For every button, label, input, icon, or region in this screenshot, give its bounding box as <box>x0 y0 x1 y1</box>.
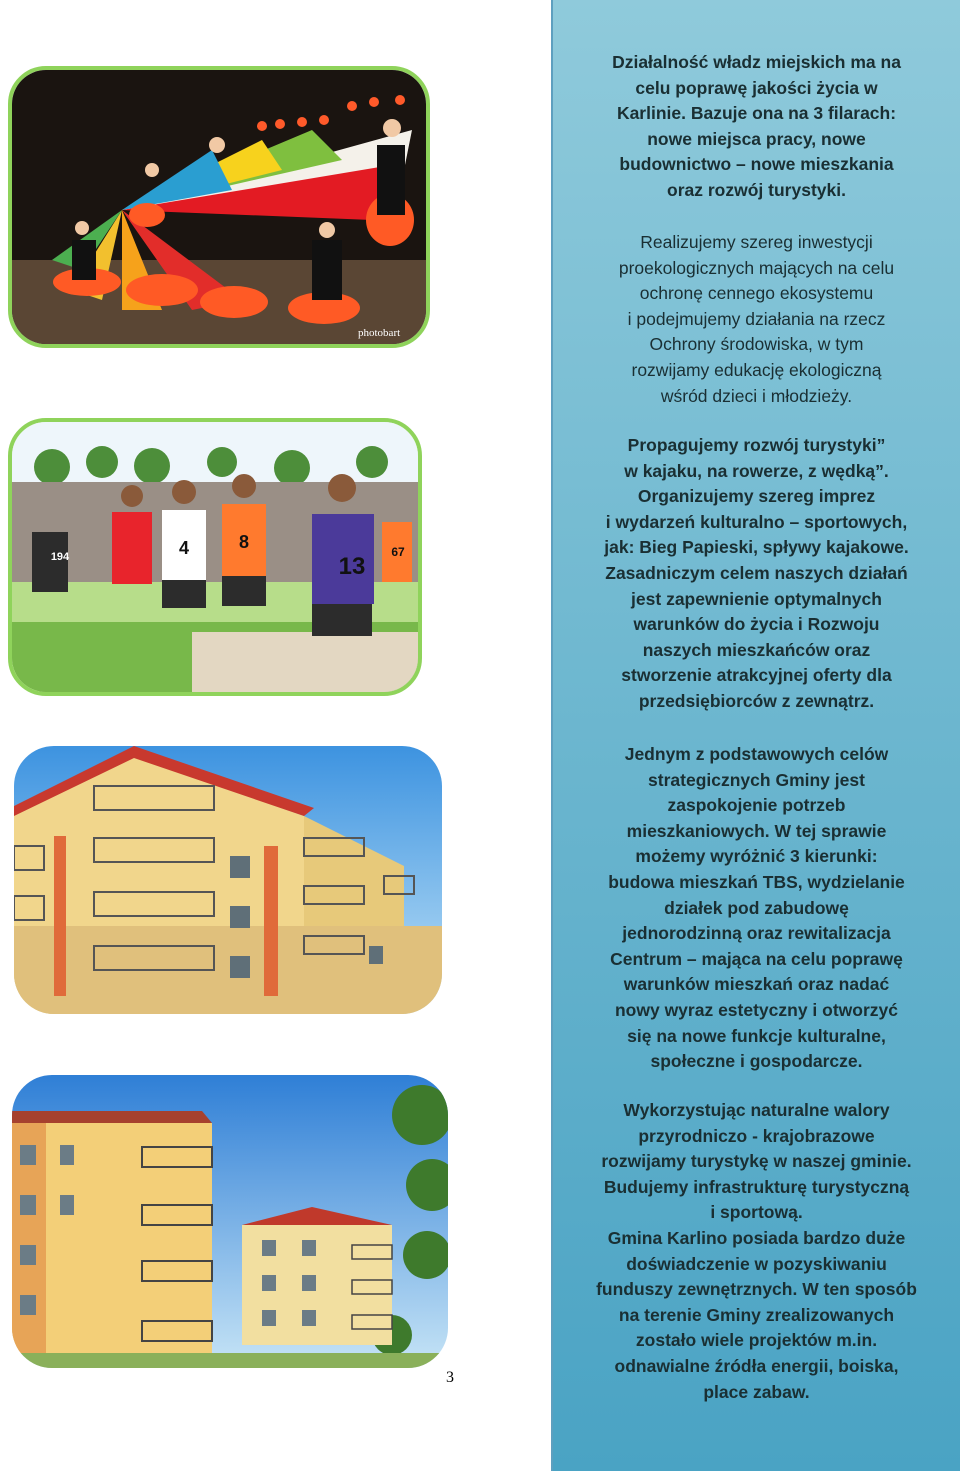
apartment-building-photo <box>14 746 442 1014</box>
intro-paragraph: Działalność władz miejskich ma na celu poprawę jakości życia w Karlinie. Bazuje ona na 3 filarach: nowe miejsca pracy, nowe budownictwo – nowe mieszkania oraz rozwój turystyki. <box>612 52 901 200</box>
svg-text:4: 4 <box>178 538 190 558</box>
svg-text:194: 194 <box>50 551 70 563</box>
dance-photo <box>8 66 430 348</box>
new-apartments-photo <box>12 1075 448 1368</box>
tourism-events-paragraph: Propagujemy rozwój turystyki” w kajaku, na rowerze, z wędką”. Organizujemy szereg imprez i wydarzeń kulturalno – sportowych, jak: Bieg Papieski, spływy kajakowe. Zasadniczym celem naszych działań jest zapewnienie optymalnych warunków do życia i Rozwoju naszych mieszkańców oraz stworzenie atrakcyjnej oferty dla przedsiębiorców z zewnątrz. <box>604 435 909 711</box>
ecology-paragraph: Realizujemy szereg inwestycji proekologicznych mających na celu ochronę cennego ekosystemu i podejmujemy działania na rzecz Ochrony środowiska, w tym rozwijamy edukację ekologiczną wśród dzieci i młodzieży. <box>618 232 895 406</box>
page-number: 3 <box>446 1369 454 1386</box>
svg-text:67: 67 <box>391 545 405 559</box>
photo-watermark: photobart <box>358 327 401 339</box>
funding-paragraph: Wykorzystując naturalne walory przyrodniczo - krajobrazowe rozwijamy turystykę w naszej gminie. Budujemy infrastrukturę turystyczną i sportową. Gmina Karlino posiada bardzo duże doświadczenie w pozyskiwaniu funduszy zewnętrznych. W ten sposób na terenie Gminy zrealizowanych zostało wiele projektów m.in. odnawialne źródła energii, boiska, place zabaw. <box>596 1100 917 1402</box>
svg-text:13: 13 <box>338 553 366 580</box>
housing-paragraph: Jednym z podstawowych celów strategicznych Gminy jest zaspokojenie potrzeb mieszkaniowych. W tej sprawie możemy wyróżnić 3 kierunki: budowa mieszkań TBS, wydzielanie działek pod zabudowę jednorodzinną oraz rewitalizacja Centrum – mająca na celu poprawę warunków mieszkań oraz nadać nowy wyraz estetyczny i otworzyć się na nowe funkcje kulturalne, społeczne i gospodarcze. <box>608 744 905 1072</box>
svg-text:8: 8 <box>238 532 250 552</box>
runners-photo <box>8 418 422 696</box>
text-sidebar <box>551 0 960 1471</box>
